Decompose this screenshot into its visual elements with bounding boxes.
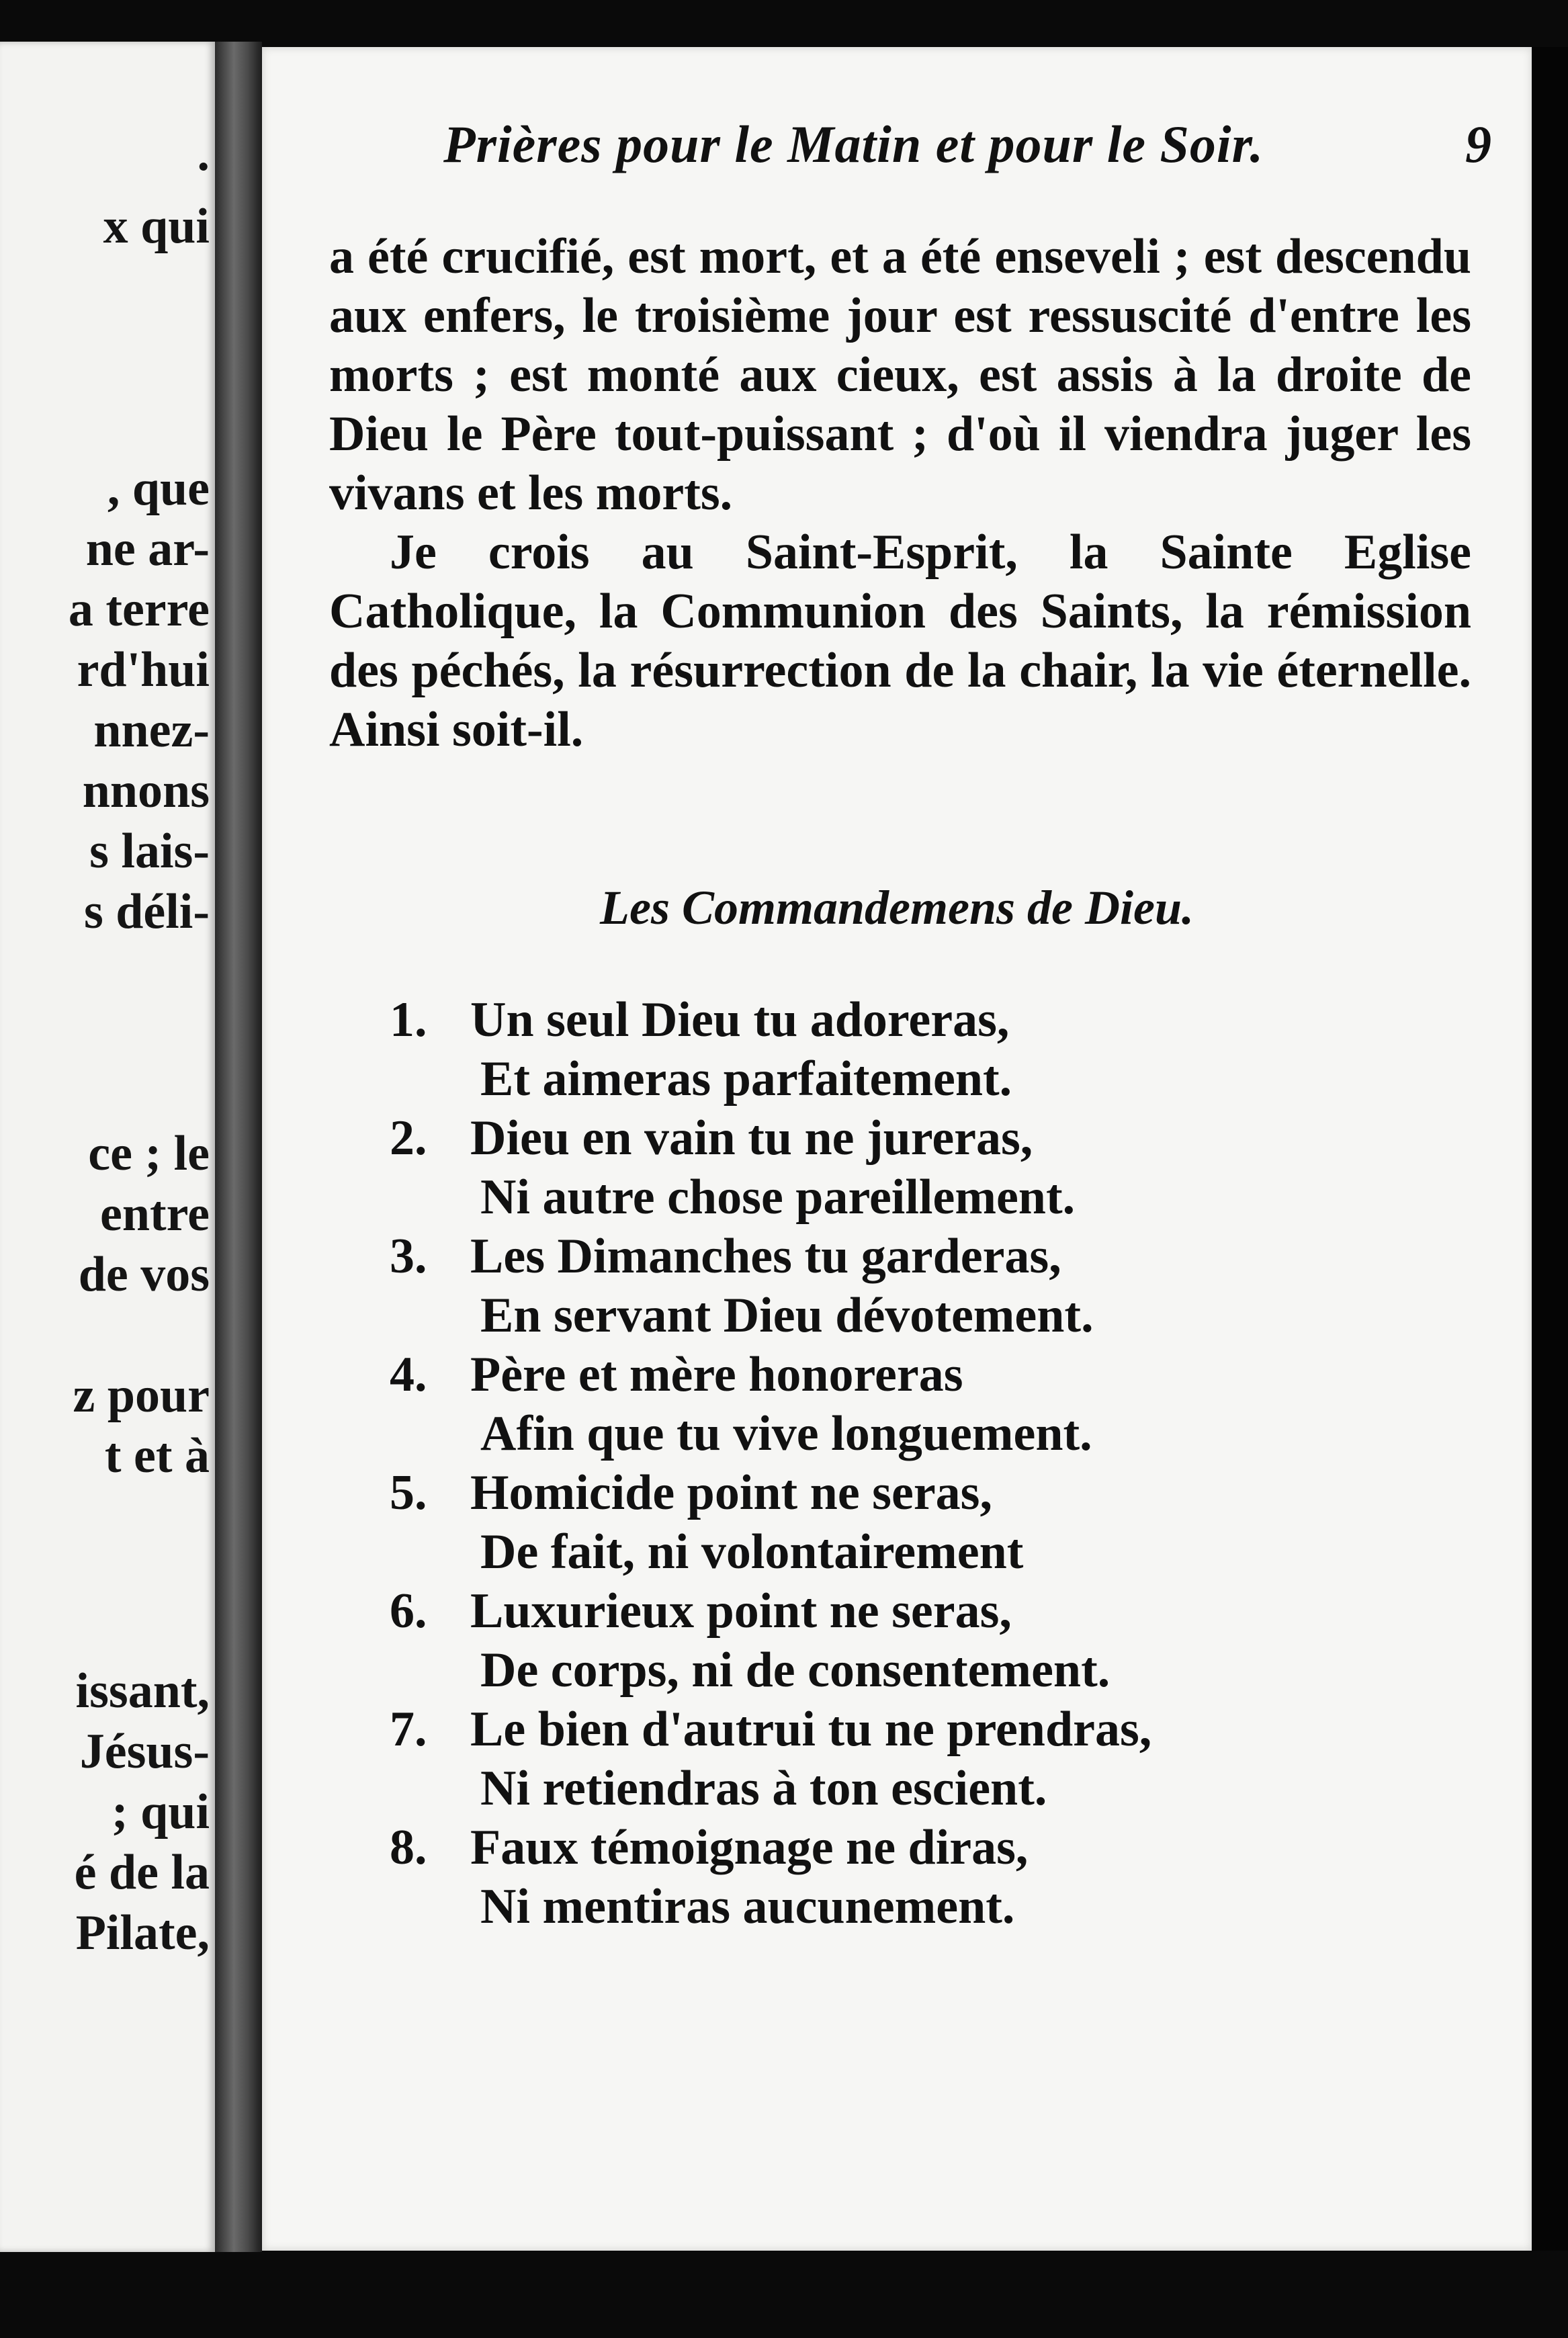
left-page-fragment: x qui	[103, 199, 210, 254]
left-page-fragment: entre	[100, 1186, 210, 1242]
verse-line: Dieu en vain tu ne jureras,	[470, 1111, 1033, 1166]
verse-line: Les Dimanches tu garderas,	[470, 1229, 1061, 1284]
list-item	[390, 1227, 1465, 1345]
verse-line: Luxurieux point ne seras,	[470, 1584, 1012, 1639]
list-item	[390, 1818, 1465, 1936]
item-number: 5.	[390, 1465, 427, 1520]
item-number: 8.	[390, 1820, 427, 1875]
verse-line: Ni retiendras à ton escient.	[480, 1761, 1047, 1816]
left-page-fragment: rd'hui	[77, 642, 210, 697]
list-item	[390, 1345, 1465, 1463]
verse-line: Ni mentiras aucunement.	[480, 1879, 1015, 1934]
verse-line: Un seul Dieu tu adoreras,	[470, 992, 1010, 1047]
verse-line: Père et mère honoreras	[470, 1347, 963, 1402]
left-page-fragment: z pour	[73, 1368, 210, 1423]
left-page-fragment: ; qui	[111, 1784, 210, 1839]
verse-line: Faux témoignage ne diras,	[470, 1820, 1029, 1875]
verse-line: De corps, ni de consentement.	[480, 1643, 1110, 1698]
left-page-fragment: de vos	[78, 1247, 210, 1302]
left-page-fragment: nnons	[82, 763, 210, 818]
running-header-title: Prières pour le Matin et pour le Soir.	[443, 115, 1264, 173]
left-page-fragment: nnez-	[93, 703, 210, 758]
left-page-fragment: .	[197, 126, 210, 181]
item-number: 7.	[390, 1702, 427, 1757]
left-page-fragment: Jésus-	[79, 1724, 210, 1779]
creed-text	[329, 227, 1471, 759]
list-item	[390, 990, 1465, 1109]
section-heading: Les Commandemens de Dieu.	[600, 881, 1194, 935]
left-page-fragment: ne ar-	[85, 521, 210, 576]
item-number: 1.	[390, 992, 427, 1047]
verse-line: Afin que tu vive longuement.	[480, 1406, 1092, 1461]
verse-line: De fait, ni volontairement	[480, 1524, 1024, 1579]
verse-line: En servant Dieu dévotement.	[480, 1288, 1094, 1343]
left-page-fragment: a terre	[68, 582, 210, 637]
book-gutter	[215, 42, 262, 2252]
list-item	[390, 1700, 1465, 1818]
verse-line: Et aimeras parfaitement.	[480, 1051, 1012, 1107]
left-page-fragment: issant,	[75, 1663, 210, 1719]
commandments-list	[390, 990, 1465, 1936]
left-page-fragment: é de la	[74, 1845, 210, 1900]
paragraph: a été crucifié, est mort, et a été enseveli ; est descendu aux enfers, le troisième jour est ressuscité d'entre les morts ; est monté aux cieux, est assis à la droite de Dieu le Père tout-puissant ; d'où il viendra juger les vivans et les morts.	[329, 229, 1471, 521]
scan-border	[1532, 47, 1568, 2251]
item-number: 4.	[390, 1347, 427, 1402]
list-item	[390, 1582, 1465, 1700]
left-page-fragment: t et à	[104, 1428, 210, 1483]
verse-line: Le bien d'autrui tu ne prendras,	[470, 1702, 1152, 1757]
left-page	[0, 42, 215, 2252]
left-page-fragment: ce ; le	[88, 1126, 210, 1181]
left-page-fragment: s lais-	[89, 824, 210, 879]
left-page-fragment: , que	[107, 461, 210, 516]
verse-line: Ni autre chose pareillement.	[480, 1170, 1076, 1225]
left-page-fragment: Pilate,	[75, 1905, 210, 1960]
running-header	[443, 114, 1491, 188]
item-number: 6.	[390, 1584, 427, 1639]
item-number: 2.	[390, 1111, 427, 1166]
page-number: 9	[1465, 115, 1491, 173]
left-page-fragment: s déli-	[83, 884, 210, 939]
list-item	[390, 1463, 1465, 1582]
paragraph: Je crois au Saint-Esprit, la Sainte Eglise Catholique, la Communion des Saints, la rémission des péchés, la résurrection de la chair, la vie éternelle. Ainsi soit-il.	[329, 525, 1471, 757]
list-item	[390, 1109, 1465, 1227]
item-number: 3.	[390, 1229, 427, 1284]
right-page	[262, 47, 1532, 2251]
verse-line: Homicide point ne seras,	[470, 1465, 992, 1520]
